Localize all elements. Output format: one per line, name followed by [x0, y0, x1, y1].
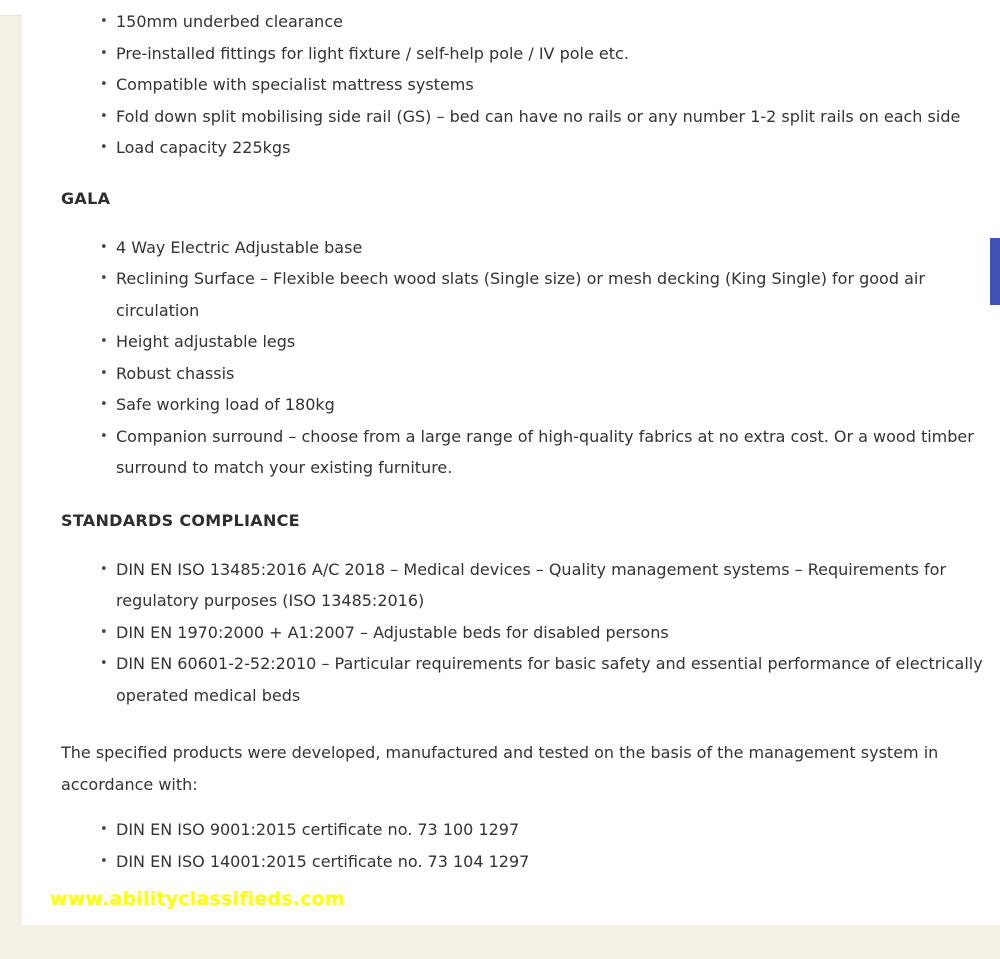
standards-list [61, 554, 991, 712]
management-paragraph: The specified products were developed, manufactured and tested on the basis of the management system in accordance with: [61, 743, 939, 794]
list-item: • Safe working load of 180kg [100, 389, 991, 421]
article-content [61, 6, 991, 877]
list-item: • Load capacity 225kgs [100, 132, 991, 164]
side-feedback-tab[interactable] [990, 238, 1000, 305]
list-item: • 150mm underbed clearance [100, 6, 991, 38]
gala-heading: GALA [61, 188, 111, 208]
feature-list [61, 6, 991, 164]
gala-list [61, 232, 991, 484]
list-item: • 4 Way Electric Adjustable base [100, 232, 991, 264]
list-item: • DIN EN ISO 14001:2015 certificate no. 73 104 1297 [100, 846, 991, 878]
list-item: • Fold down split mobilising side rail (GS) – bed can have no rails or any number 1-2 split rails on each side [100, 101, 991, 133]
list-item: • Height adjustable legs [100, 326, 991, 358]
list-item: • DIN EN ISO 9001:2015 certificate no. 73 100 1297 [100, 814, 991, 846]
list-item: • Robust chassis [100, 358, 991, 390]
list-item: • Companion surround – choose from a large range of high-quality fabrics at no extra cost. Or a wood timber surround to match your existing furniture. [100, 421, 991, 484]
list-item: • Compatible with specialist mattress systems [100, 69, 991, 101]
list-item: • DIN EN ISO 13485:2016 A/C 2018 – Medical devices – Quality management systems – Requirements for regulatory purposes (ISO 13485:2016) [100, 554, 991, 617]
list-item: • Reclining Surface – Flexible beech wood slats (Single size) or mesh decking (King Single) for good air circulation [100, 263, 991, 326]
list-item: • DIN EN 1970:2000 + A1:2007 – Adjustable beds for disabled persons [100, 617, 991, 649]
watermark-text: www.abilityclassifieds.com [50, 888, 345, 910]
list-item: • DIN EN 60601-2-52:2010 – Particular requirements for basic safety and essential performance of electrically operated medical beds [100, 648, 991, 711]
certificate-list [61, 814, 991, 877]
list-item: • Pre-installed fittings for light fixture / self-help pole / IV pole etc. [100, 38, 991, 70]
standards-heading: STANDARDS COMPLIANCE [61, 510, 300, 530]
